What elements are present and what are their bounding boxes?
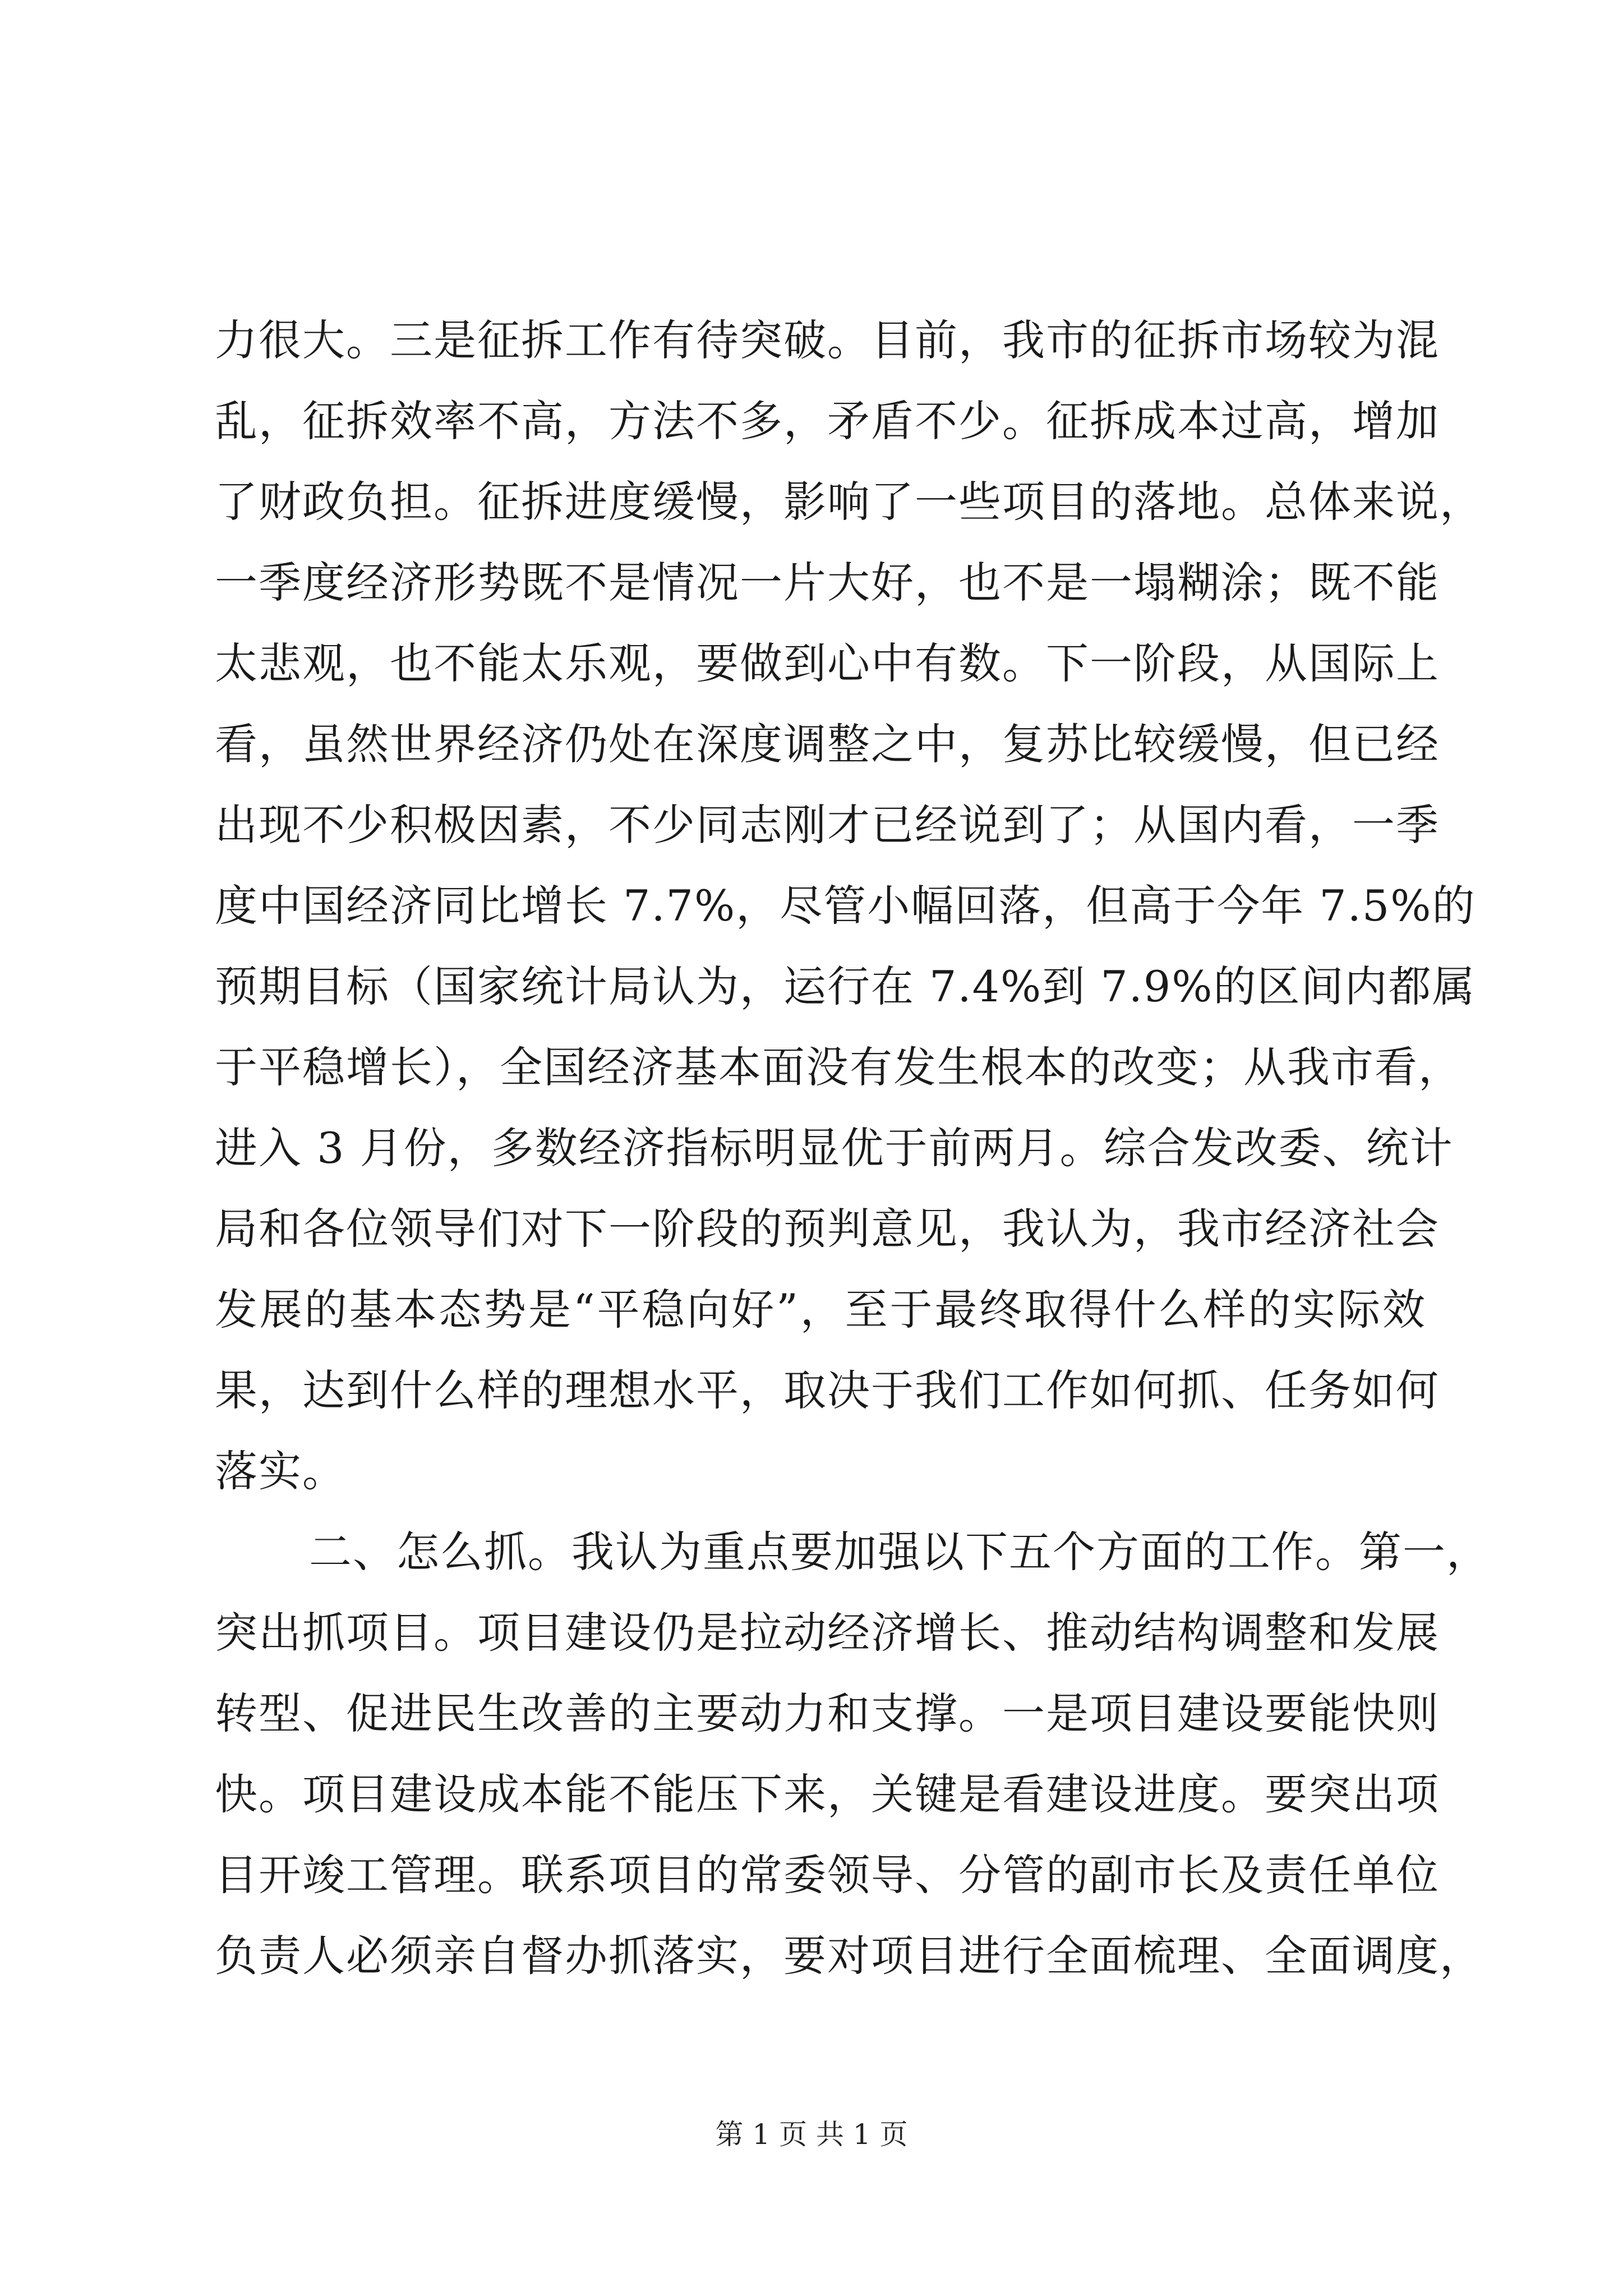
text-line: 力很大。三是征拆工作有待突破。目前，我市的征拆市场较为混 (215, 315, 1440, 365)
text-line: 度中国经济同比增长 7.7%，尽管小幅回落，但高于今年 7.5%的 (215, 881, 1476, 931)
text-line: 进入 3 月份，多数经济指标明显优于前两月。综合发改委、统计 (215, 1123, 1454, 1173)
page-footer (0, 2115, 1623, 2154)
text-line: 发展的基本态势是“平稳向好”，至于最终取得什么样的实际效 (215, 1285, 1426, 1335)
text-line: 果，达到什么样的理想水平，取决于我们工作如何抓、任务如何 (215, 1365, 1440, 1415)
document-body (215, 300, 1490, 1996)
text-line: 落实。 (215, 1446, 346, 1496)
text-line: 快。项目建设成本能不能压下来，关键是看建设进度。要突出项 (215, 1769, 1440, 1819)
text-line: 于平稳增长），全国经济基本面没有发生根本的改变；从我市看， (215, 1042, 1462, 1092)
page-number-label: 第 1 页 共 1 页 (715, 2118, 908, 2151)
text-line: 看，虽然世界经济仍处在深度调整之中，复苏比较缓慢，但已经 (215, 719, 1440, 769)
text-line: 预期目标（国家统计局认为，运行在 7.4%到 7.9%的区间内都属 (215, 961, 1476, 1011)
text-line: 转型、促进民生改善的主要动力和支撑。一是项目建设要能快则 (215, 1688, 1440, 1738)
text-line: 局和各位领导们对下一阶段的预判意见，我认为，我市经济社会 (215, 1204, 1440, 1254)
paragraph-2 (215, 1512, 1490, 1996)
text-line: 乱，征拆效率不高，方法不多，矛盾不少。征拆成本过高，增加 (215, 396, 1440, 446)
text-line: 太悲观，也不能太乐观，要做到心中有数。下一阶段，从国际上 (215, 638, 1440, 688)
text-line: 二、怎么抓。我认为重点要加强以下五个方面的工作。第一， (309, 1527, 1490, 1577)
text-line: 负责人必须亲自督办抓落实，要对项目进行全面梳理、全面调度， (215, 1931, 1483, 1981)
text-line: 突出抓项目。项目建设仍是拉动经济增长、推动结构调整和发展 (215, 1608, 1440, 1658)
text-line: 目开竣工管理。联系项目的常委领导、分管的副市长及责任单位 (215, 1850, 1440, 1900)
text-line: 出现不少积极因素，不少同志刚才已经说到了；从国内看，一季 (215, 800, 1440, 850)
text-line: 一季度经济形势既不是情况一片大好，也不是一塌糊涂；既不能 (215, 558, 1440, 608)
text-line: 了财政负担。征拆进度缓慢，影响了一些项目的落地。总体来说， (215, 477, 1483, 527)
paragraph-1 (215, 300, 1483, 1512)
